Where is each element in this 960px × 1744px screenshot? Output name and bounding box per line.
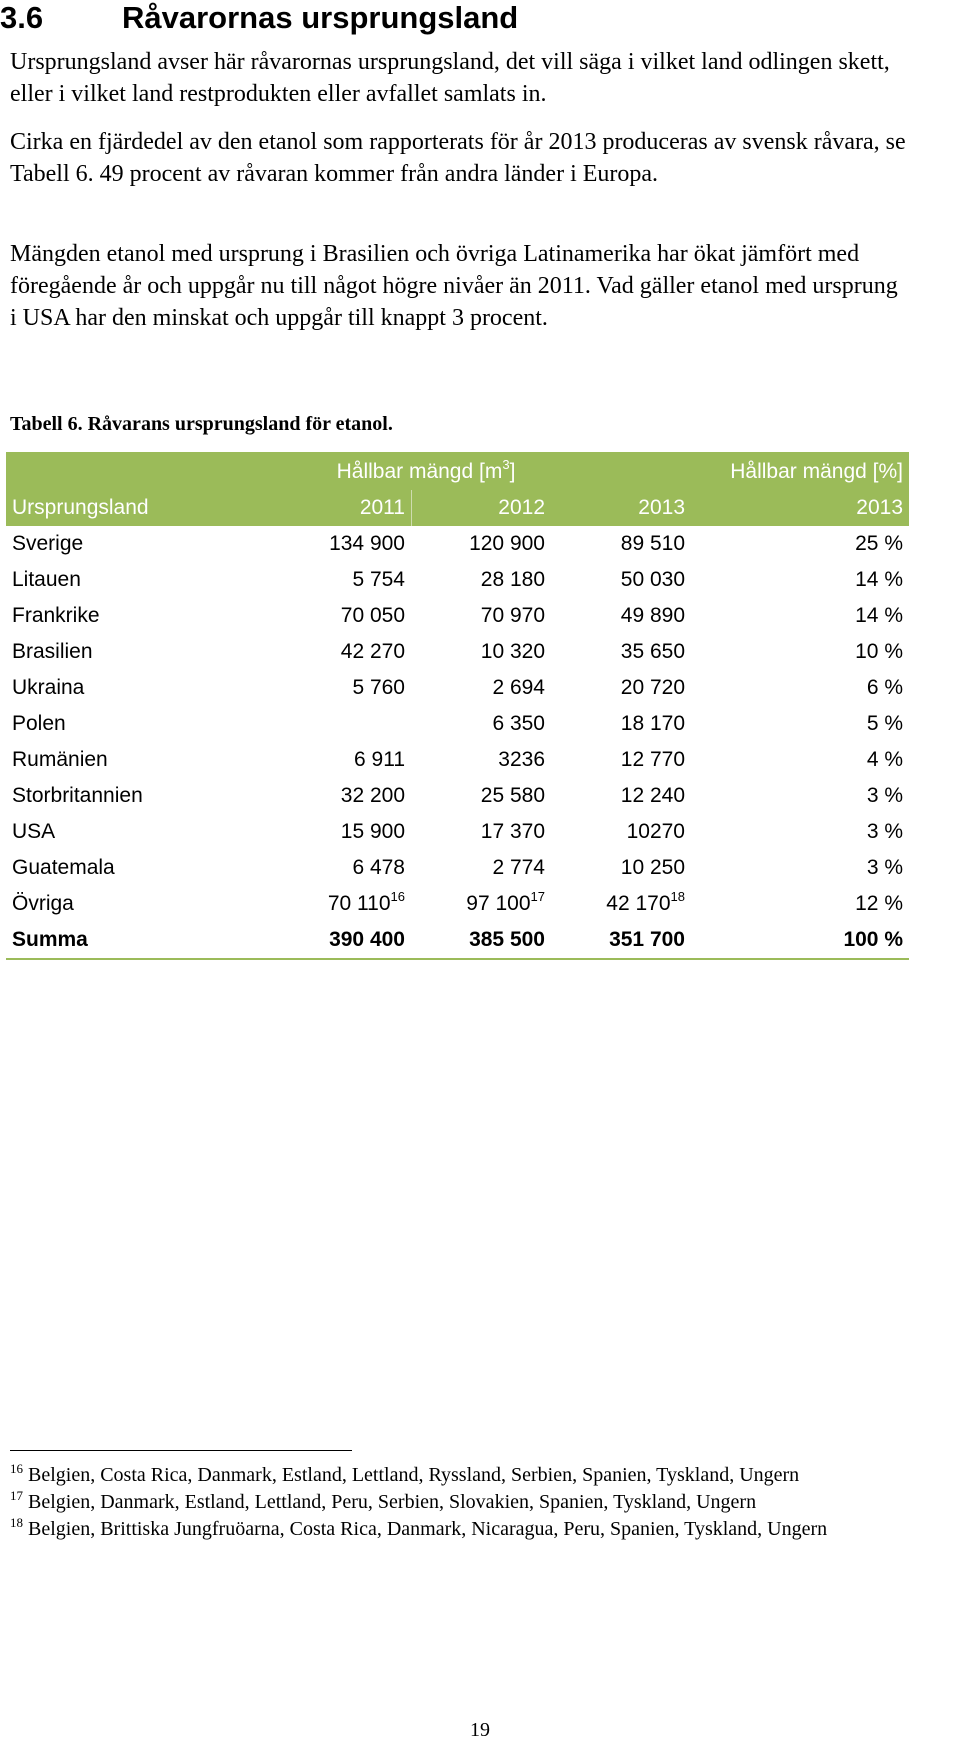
- table-row: Rumänien 6 911 3236 12 770 4 %: [12, 748, 903, 771]
- footnotes: [10, 1462, 960, 1543]
- table-row: USA 15 900 17 370 10270 3 %: [12, 820, 903, 843]
- table-row: Ukraina 5 760 2 694 20 720 6 %: [12, 676, 903, 699]
- paragraph-latin-america-usa: Mängden etanol med ursprung i Brasilien och övriga Latinamerika har ökat jämfört med föregående år och uppgår nu till något högre nivåer än 2011. Vad gäller etanol med ursprung i USA har den minskat och uppgår till knappt 3 procent.: [10, 241, 898, 331]
- table-body: [6, 526, 909, 960]
- table-caption: Tabell 6. Råvarans ursprungsland för etanol.: [10, 413, 393, 435]
- header-country: Ursprungsland: [12, 496, 149, 519]
- table-row: Litauen 5 754 28 180 50 030 14 %: [12, 568, 903, 591]
- footnote-divider: [10, 1450, 352, 1451]
- footnote-16: $^{16}$ Belgien, Costa Rica, Danmark, Estland, Lettland, Ryssland, Serbien, Spanien, Tyskland, Ungern: [10, 1461, 800, 1486]
- page-number: 19: [470, 1719, 490, 1741]
- origin-table: [6, 452, 909, 960]
- table-row: Storbritannien 32 200 25 580 12 240 3 %: [12, 784, 903, 807]
- table-row: Guatemala 6 478 2 774 10 250 3 %: [12, 856, 903, 879]
- footnote-18: $^{18}$ Belgien, Brittiska Jungfruöarna, Costa Rica, Danmark, Nicaragua, Peru, Spanien, Tyskland, Ungern: [10, 1515, 828, 1540]
- table-header-group-row: [6, 452, 909, 490]
- section-heading: [0, 0, 518, 36]
- footnote-ref-17: 17: [530, 889, 545, 904]
- footnote-ref-16: 16: [390, 889, 405, 904]
- table-row: Frankrike 70 050 70 970 49 890 14 %: [12, 604, 903, 627]
- table-row: Brasilien 42 270 10 320 35 650 10 %: [12, 640, 903, 663]
- paragraph-origin-definition: Ursprungsland avser här råvarornas ursprungsland, det vill säga i vilket land odlingen skett, eller i vilket land restprodukten eller avfallet samlats in.: [10, 49, 890, 107]
- table-row-total: Summa 390 400 385 500 351 700 100 %: [6, 922, 909, 960]
- header-volume-group: Hållbar mängd $[m^3]$: [336, 457, 516, 483]
- footnote-ref-18: 18: [670, 889, 685, 904]
- paragraph-swedish-share: Cirka en fjärdedel av den etanol som rapporterats för år 2013 produceras av svensk råvara, se Tabell 6. 49 procent av råvaran kommer från andra länder i Europa.: [10, 129, 906, 187]
- footnote-17: $^{17}$ Belgien, Danmark, Estland, Lettland, Peru, Serbien, Slovakien, Spanien, Tyskland, Ungern: [10, 1488, 757, 1513]
- header-2012: 2012: [411, 490, 551, 526]
- table-row-other: Övriga 70 $110^{16}$ 97 $100^{17}$ 42 $170^{18}$ 12 %: [12, 889, 903, 915]
- section-number: 3.6: [0, 0, 44, 35]
- table-row: Sverige 134 900 120 900 89 510 25 %: [12, 532, 903, 555]
- header-percent-group: Hållbar mängd [%]: [730, 460, 903, 483]
- table-row: Polen 6 350 18 170 5 %: [12, 712, 903, 735]
- table-header-row: [6, 490, 909, 526]
- header-2013-percent: 2013: [856, 496, 903, 519]
- header-2013: 2013: [638, 496, 685, 519]
- section-title: Råvarornas ursprungsland: [122, 0, 519, 35]
- header-2011: 2011: [359, 496, 405, 519]
